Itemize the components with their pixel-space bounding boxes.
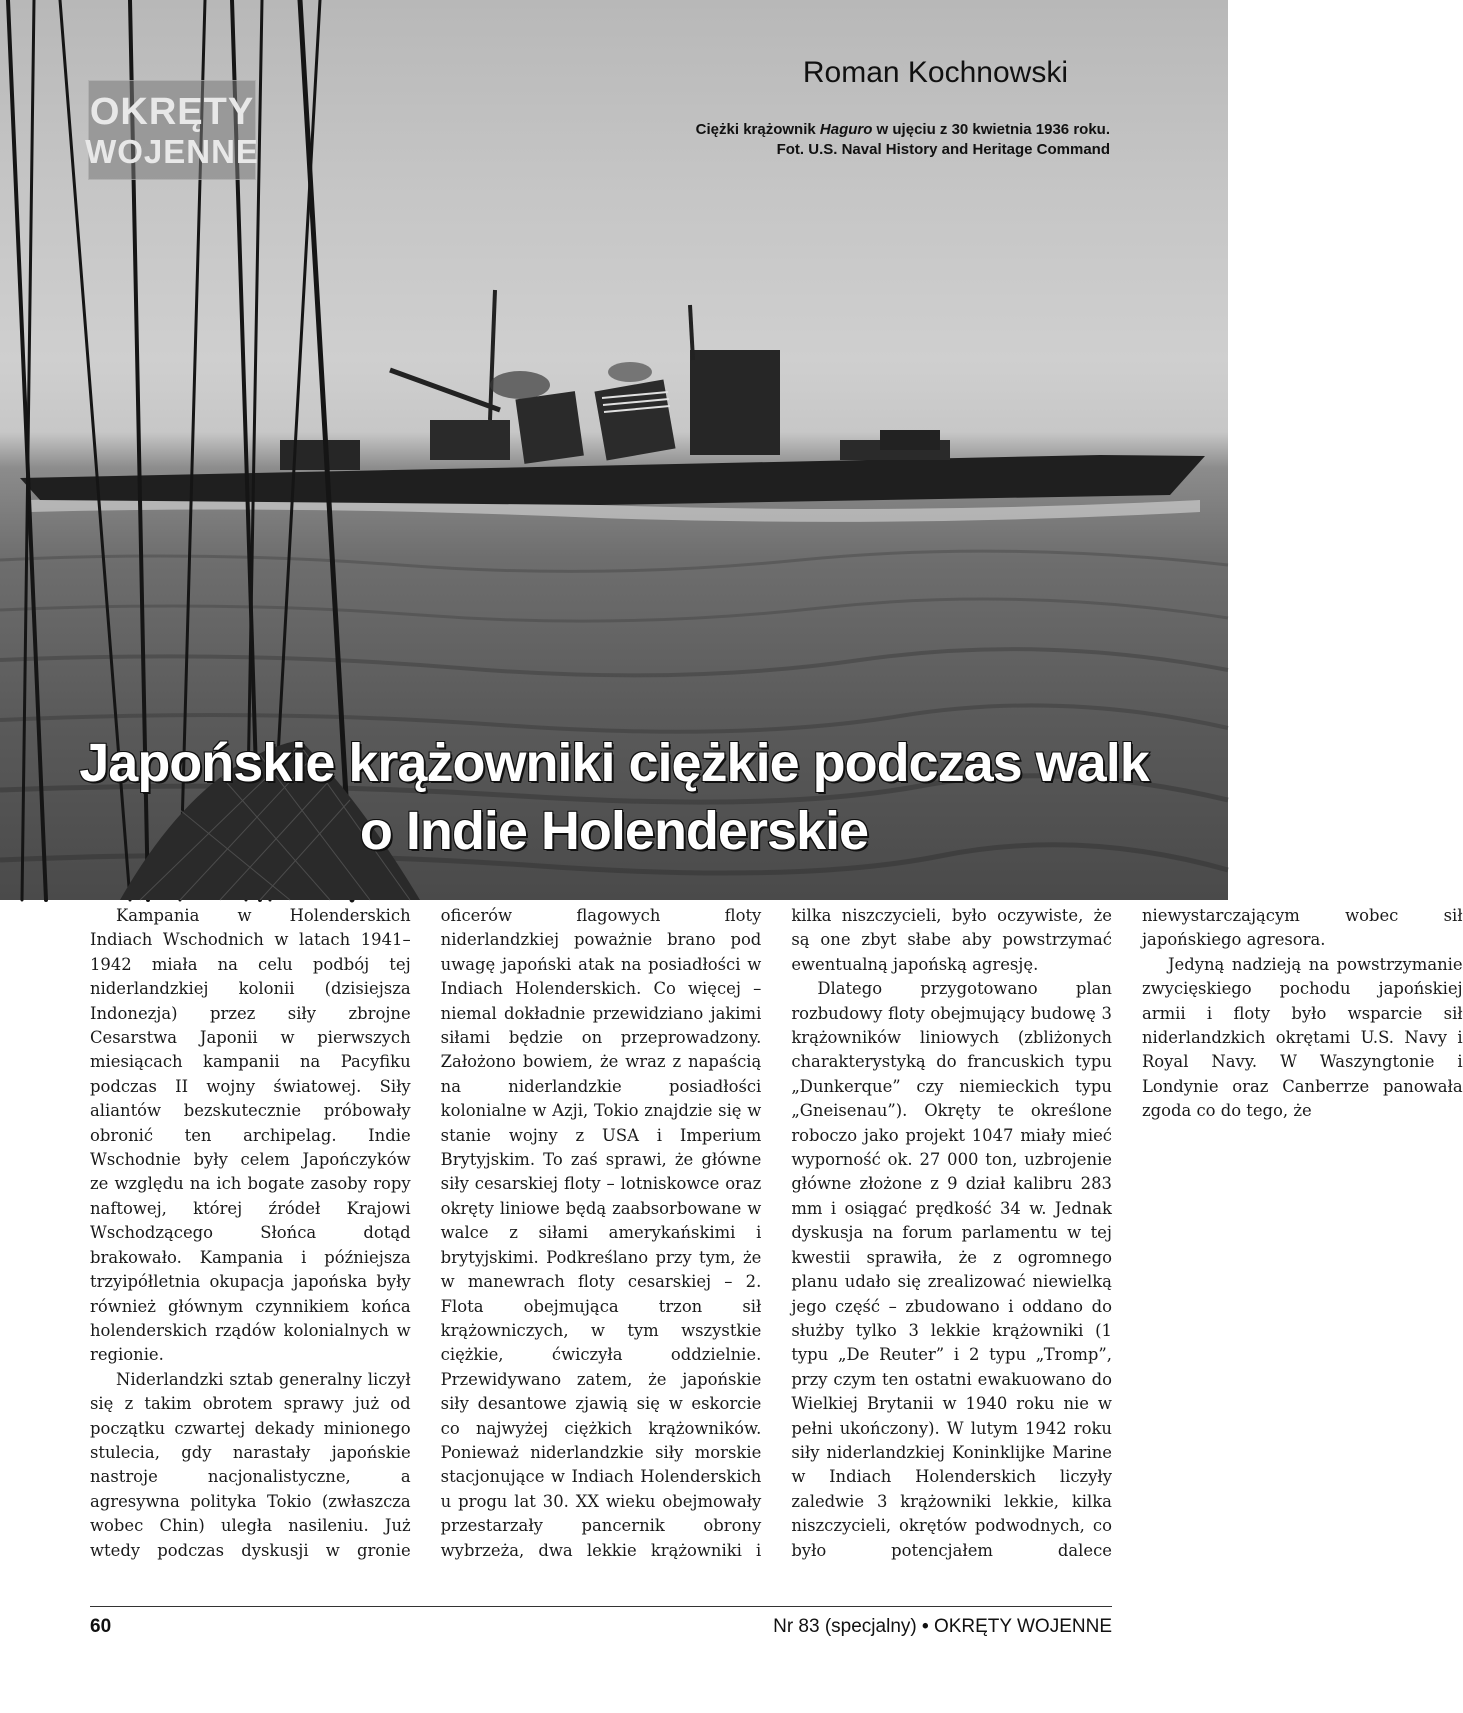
caption-post: w ujęciu z 30 kwietnia 1936 roku. [872,121,1110,138]
issue-number: Nr 83 (specjalny) [773,1616,917,1637]
paragraph-4: Jedyną nadzieją na powstrzymanie zwycięskiego pochodu japońskiej armii i floty było wsparcie sił niderlandzkich okrętami U.S. Navy i Royal Navy. W Waszyngtonie i Londynie oraz Canberrze panowała zgoda co do tego, że [1141,954,1463,1121]
issue-info [773,1616,1112,1638]
footer-separator: • [922,1616,929,1637]
magazine-name: OKRĘTY WOJENNE [933,1616,1112,1637]
hero-photo [0,0,1228,900]
ship-hull [20,455,1205,505]
article-title-line1: Japońskie krążowniki ciężkie podczas walk [79,733,1149,793]
page-number: 60 [90,1616,112,1637]
caption-ship-name: Haguro [819,121,873,138]
paragraph-3: Dlatego przygotowano plan rozbudowy floty obejmujący budowę 3 krążowników liniowych (zbliżonych charakterystyką do francuskich typu „Dunkerque” czy niemieckich typu „Gneisenau”). Okręty te określone roboczo jako projekt 1047 miały mieć wyporność ok. 27 000 ton, uzbrojenie główne złożone z 9 dział kalibru 283 mm i osiągać prędkość 34 w. Jednak dyskusja na forum parlamentu w tej kwestii sprawiła, że z ogromnego planu udało się zrealizować niewielką jego część – zbudowano i oddano do służby tylko 3 lekkie krążowniki (1 typu „De Reuter” i 2 typu „Tromp”, przy czym ten ostatni ewakuowano do Wielkiej Brytanii w 1940 roku nie w pełni ukończony). W lutym 1942 roku siły niderlandzkiej Koninklijke Marine w Indiach Holenderskich liczyły zaledwie 3 krążowniki lekkie, kilka niszczycieli, okrętów podwodnych, co było potencjałem dalece niewystarczającym wobec sił japońskiego agresora. [791,906,1463,1560]
caption-credit: Fot. U.S. Naval History and Heritage Command [776,141,1110,158]
magazine-logo [85,80,259,180]
photo-caption [696,120,1110,160]
caption-pre: Ciężki krążownik [695,121,820,138]
footer-rule [90,1606,1112,1607]
logo-line1: OKRĘTY [89,90,255,133]
paragraph-1: Kampania w Holenderskich Indiach Wschodnich w latach 1941–1942 miała na celu podbój tej niderlandzkiej kolonii (dzisiejsza Indonezja) przez siły zbrojne Cesarstwa Japonii w pierwszych miesiącach kampanii na Pacyfiku podczas II wojny światowej. Siły aliantów bezskutecznie próbowały obronić ten archipelag. Indie Wschodnie były celem Japończyków ze względu na ich bogate zasoby ropy naftowej, której źródeł Krajowi Wschodzącego Słońca dotąd brakowało. Kampania i późniejsza trzyipółletnia okupacja japońska były również głównym czynnikiem końca holenderskich rządów kolonialnych w regionie. [90,906,411,1365]
logo-line2: WOJENNE [85,132,259,170]
caption-line1 [696,120,1110,140]
author-name: Roman Kochnowski [802,56,1068,89]
article-title-line2: o Indie Holenderskie [359,801,869,861]
article-body [90,904,1463,1574]
paragraph-2: Niderlandzki sztab generalny liczył się z takim obrotem sprawy już od początku czwartej dekady minionego stulecia, gdy narastały japońskie nastroje nacjonalistyczne, a agresywna polityka Tokio (zwłaszcza wobec Chin) uległa nasileniu. Już wtedy podczas dyskusji w gronie oficerów flagowych floty niderlandzkiej poważnie brano pod uwagę japoński atak na posiadłości w Indiach Holenderskich. Co więcej – niemal dokładnie przewidziano jakimi siłami będzie on przeprowadzony. Założono bowiem, że wraz z napaścią na niderlandzkie posiadłości kolonialne w Azji, Tokio znajdzie się w stanie wojny z USA i Imperium Brytyjskim. To zaś sprawi, że główne siły cesarskiej floty – lotniskowce oraz okręty liniowe będą zaabsorbowane w walce z siłami amerykańskimi i brytyjskimi. Podkreślano przy tym, że w manewrach floty cesarskiej – 2. Flota obejmująca trzon sił krążowniczych, w tym wszystkie ciężkie, ćwiczyła oddzielnie. Przewidywano zatem, że japońskie siły desantowe zjawią się w eskorcie co najwyżej ciężkich krążowników. Ponieważ niderlandzkie siły morskie stacjonujące w Indiach Holenderskich u progu lat 30. XX wieku obejmowały przestarzały pancernik obrony wybrzeża, dwa lekkie krążowniki i kilka niszczycieli, było oczywiste, że są one zbyt słabe aby powstrzymać ewentualną japońską agresję. [90,906,1112,1560]
